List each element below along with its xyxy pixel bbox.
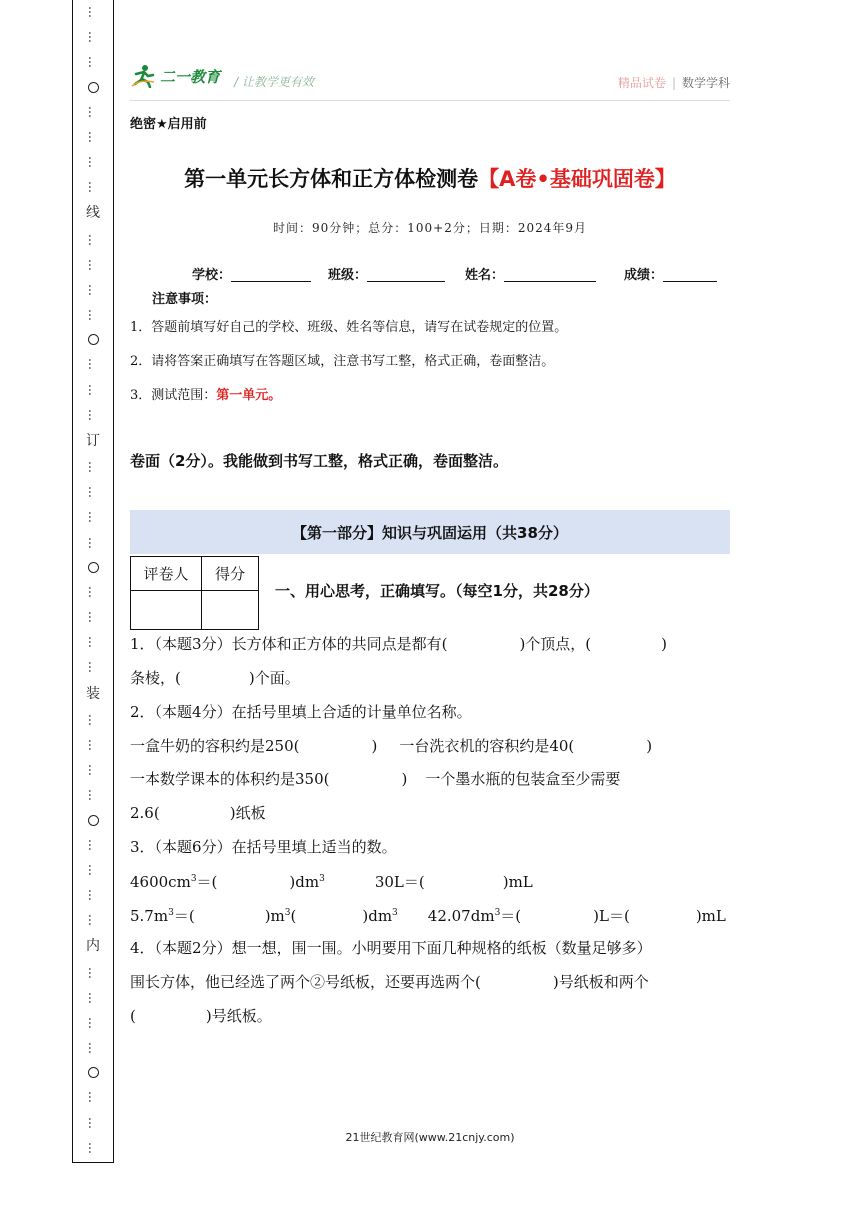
- question-4-line1: 4．（本题2分）想一想，围一围。小明要用下面几种规格的纸板（数量足够多）: [130, 939, 652, 957]
- q3-text: )dm: [362, 907, 393, 925]
- q4-text: )号纸板。: [205, 1007, 272, 1025]
- class-label: 班级：: [328, 268, 368, 283]
- exponent: 3: [319, 874, 325, 884]
- binding-dots: …: [86, 536, 100, 549]
- question-3-line1: [130, 872, 533, 892]
- exam-meta: 时间：90分钟；总分：100+2分；日期：2024年9月: [272, 221, 588, 235]
- header-right: [618, 74, 730, 91]
- name-blank[interactable]: [504, 267, 596, 282]
- binding-circle-mark: [88, 562, 99, 573]
- binding-word: 内: [86, 938, 100, 955]
- exponent: 3: [392, 908, 398, 918]
- notice-title: 注意事项：: [152, 292, 218, 307]
- q1-text: ): [661, 635, 668, 653]
- binding-dots: …: [86, 966, 100, 979]
- secret-label: 绝密★启用前: [130, 117, 207, 132]
- name-field[interactable]: [465, 264, 596, 283]
- binding-dots: …: [86, 56, 100, 69]
- binding-dots: …: [86, 764, 100, 777]
- notice-item3-scope: 第一单元。: [216, 388, 282, 403]
- question-4-line2: [130, 972, 649, 992]
- binding-dots: …: [86, 991, 100, 1004]
- name-label: 姓名：: [465, 268, 505, 283]
- page-footer: 21世纪教育网(www.21cnjy.com): [345, 1131, 515, 1144]
- q2-text: 一盒牛奶的容积约是250(: [130, 737, 300, 755]
- binding-dots: …: [86, 105, 100, 118]
- question-3-line2: [130, 906, 726, 926]
- question-4-line3: [130, 1006, 272, 1026]
- title-main: 第一单元长方体和正方体检测卷: [184, 167, 479, 191]
- page-title: [0, 163, 860, 193]
- binding-dots: …: [86, 408, 100, 421]
- q3-text: ＝(: [500, 907, 522, 925]
- binding-dots: …: [86, 1141, 100, 1154]
- q3-text: )mL: [695, 907, 726, 925]
- section-heading: 一、用心思考，正确填写。（每空1分，共28分）: [275, 582, 599, 600]
- q3-text: )mL: [502, 873, 533, 891]
- binding-dots: …: [86, 309, 100, 322]
- school-field[interactable]: [192, 264, 311, 283]
- header-divider: [130, 100, 730, 101]
- q1-text: )个顶点，(: [519, 635, 592, 653]
- question-2-line3: [130, 803, 266, 823]
- binding-dots: …: [86, 611, 100, 624]
- exponent: 3: [190, 874, 197, 884]
- q3-text: )m: [264, 907, 285, 925]
- binding-dots: …: [86, 486, 100, 499]
- q1-text: )个面。: [248, 669, 300, 687]
- binding-dots: …: [86, 914, 100, 927]
- binding-circle-mark: [88, 82, 99, 93]
- binding-dots: …: [86, 233, 100, 246]
- q2-text: 一个墨水瓶的包装盒至少需要: [425, 770, 621, 788]
- binding-dots: …: [86, 1042, 100, 1055]
- binding-dots: …: [86, 6, 100, 18]
- q3-text: ＝(: [173, 907, 195, 925]
- question-3-stem: 3．（本题6分）在括号里填上适当的数。: [130, 838, 397, 856]
- q3-text: 30L＝(: [374, 873, 425, 891]
- q3-text: )dm: [289, 873, 320, 891]
- score-table: [130, 556, 259, 630]
- presentation-note: 卷面（2分）。我能做到书写工整，格式正确，卷面整洁。: [130, 452, 508, 470]
- binding-dots: …: [86, 156, 100, 169]
- q2-text: )纸板: [229, 804, 266, 822]
- binding-dots: …: [86, 383, 100, 396]
- exponent: 3: [284, 908, 291, 918]
- question-2-stem: 2．（本题4分）在括号里填上合适的计量单位名称。: [130, 703, 472, 721]
- logo: [130, 64, 220, 88]
- question-1-line1: [130, 634, 667, 654]
- binding-dots: …: [86, 661, 100, 674]
- question-2-line2: [130, 769, 620, 789]
- binding-circle-mark: [88, 334, 99, 345]
- q2-text: ): [401, 770, 408, 788]
- class-blank[interactable]: [367, 267, 445, 282]
- score-blank[interactable]: [663, 267, 717, 282]
- binding-dots: …: [86, 1116, 100, 1129]
- binding-dots: …: [86, 889, 100, 902]
- q4-text: 围长方体，他已经选了两个②号纸板，还要再选两个(: [130, 973, 481, 991]
- header-separator: |: [671, 76, 676, 90]
- binding-dots: …: [86, 358, 100, 371]
- score-field[interactable]: [624, 264, 717, 283]
- q3-text: )L＝(: [593, 907, 630, 925]
- notice-item3-prefix: 3．测试范围：: [130, 388, 217, 403]
- title-highlight: 【A卷•基础巩固卷】: [478, 167, 676, 191]
- binding-dots: …: [86, 585, 100, 598]
- score-label: 成绩：: [624, 268, 664, 283]
- reviewer-cell[interactable]: [131, 591, 202, 630]
- reviewer-header: 评卷人: [131, 557, 202, 591]
- binding-dots: …: [86, 636, 100, 649]
- q2-text: 一本数学课本的体积约是350(: [130, 770, 330, 788]
- binding-dots: …: [86, 713, 100, 726]
- binding-dots: …: [86, 511, 100, 524]
- page-header: [130, 60, 730, 100]
- q1-text: 条棱，(: [130, 669, 181, 687]
- binding-circle-mark: [88, 815, 99, 826]
- binding-dots: …: [86, 181, 100, 194]
- slogan: / 让教学更有效: [234, 75, 314, 89]
- q2-text: 一台洗衣机的容积约是40(: [399, 737, 575, 755]
- q4-text: (: [130, 1007, 136, 1025]
- binding-dots: …: [86, 789, 100, 802]
- binding-dots: …: [86, 283, 100, 296]
- notice-item: 2．请将答案正确填写在答题区域，注意书写工整，格式正确，卷面整洁。: [130, 354, 555, 369]
- q3-text: 5.7m: [130, 907, 169, 925]
- q1-text: 1．（本题3分）长方体和正方体的共同点是都有(: [130, 635, 448, 653]
- score-header: 得分: [202, 557, 259, 591]
- header-tag: 精品试卷: [617, 76, 666, 90]
- q3-text: 42.07dm: [427, 907, 495, 925]
- binding-dots: …: [86, 31, 100, 44]
- q4-text: )号纸板和两个: [552, 973, 649, 991]
- q3-text: (: [290, 907, 297, 925]
- q2-text: ): [371, 737, 378, 755]
- notice-item: 1．答题前填写好自己的学校、班级、姓名等信息，请写在试卷规定的位置。: [130, 320, 568, 335]
- binding-dots: …: [86, 838, 100, 851]
- q3-text: 4600cm: [130, 873, 191, 891]
- binding-dots: …: [86, 1091, 100, 1104]
- header-subject: 数学学科: [681, 76, 730, 90]
- binding-dots: …: [86, 258, 100, 271]
- part1-header: 【第一部分】知识与巩固运用（共38分）: [130, 510, 730, 554]
- exponent: 3: [168, 908, 174, 918]
- notice-item: [130, 384, 281, 403]
- school-blank[interactable]: [231, 267, 311, 282]
- binding-dots: …: [86, 130, 100, 143]
- runner-logo-icon: [130, 64, 156, 88]
- school-label: 学校：: [192, 268, 232, 283]
- q2-text: ): [646, 737, 653, 755]
- binding-word: 线: [86, 205, 100, 222]
- binding-dots: …: [86, 461, 100, 474]
- binding-dots: …: [86, 1016, 100, 1029]
- exponent: 3: [494, 908, 501, 918]
- q3-text: ＝(: [196, 873, 218, 891]
- question-2-line1: [130, 736, 652, 756]
- question-1-line2: [130, 668, 300, 688]
- binding-circle-mark: [88, 1067, 99, 1078]
- binding-word: 订: [86, 432, 100, 449]
- class-field[interactable]: [328, 264, 445, 283]
- binding-dots: …: [86, 738, 100, 751]
- score-cell[interactable]: [202, 591, 259, 630]
- logo-text: 二一教育: [160, 67, 221, 86]
- binding-word: 装: [86, 685, 100, 702]
- binding-dots: …: [86, 863, 100, 876]
- q2-text: 2.6(: [130, 804, 160, 822]
